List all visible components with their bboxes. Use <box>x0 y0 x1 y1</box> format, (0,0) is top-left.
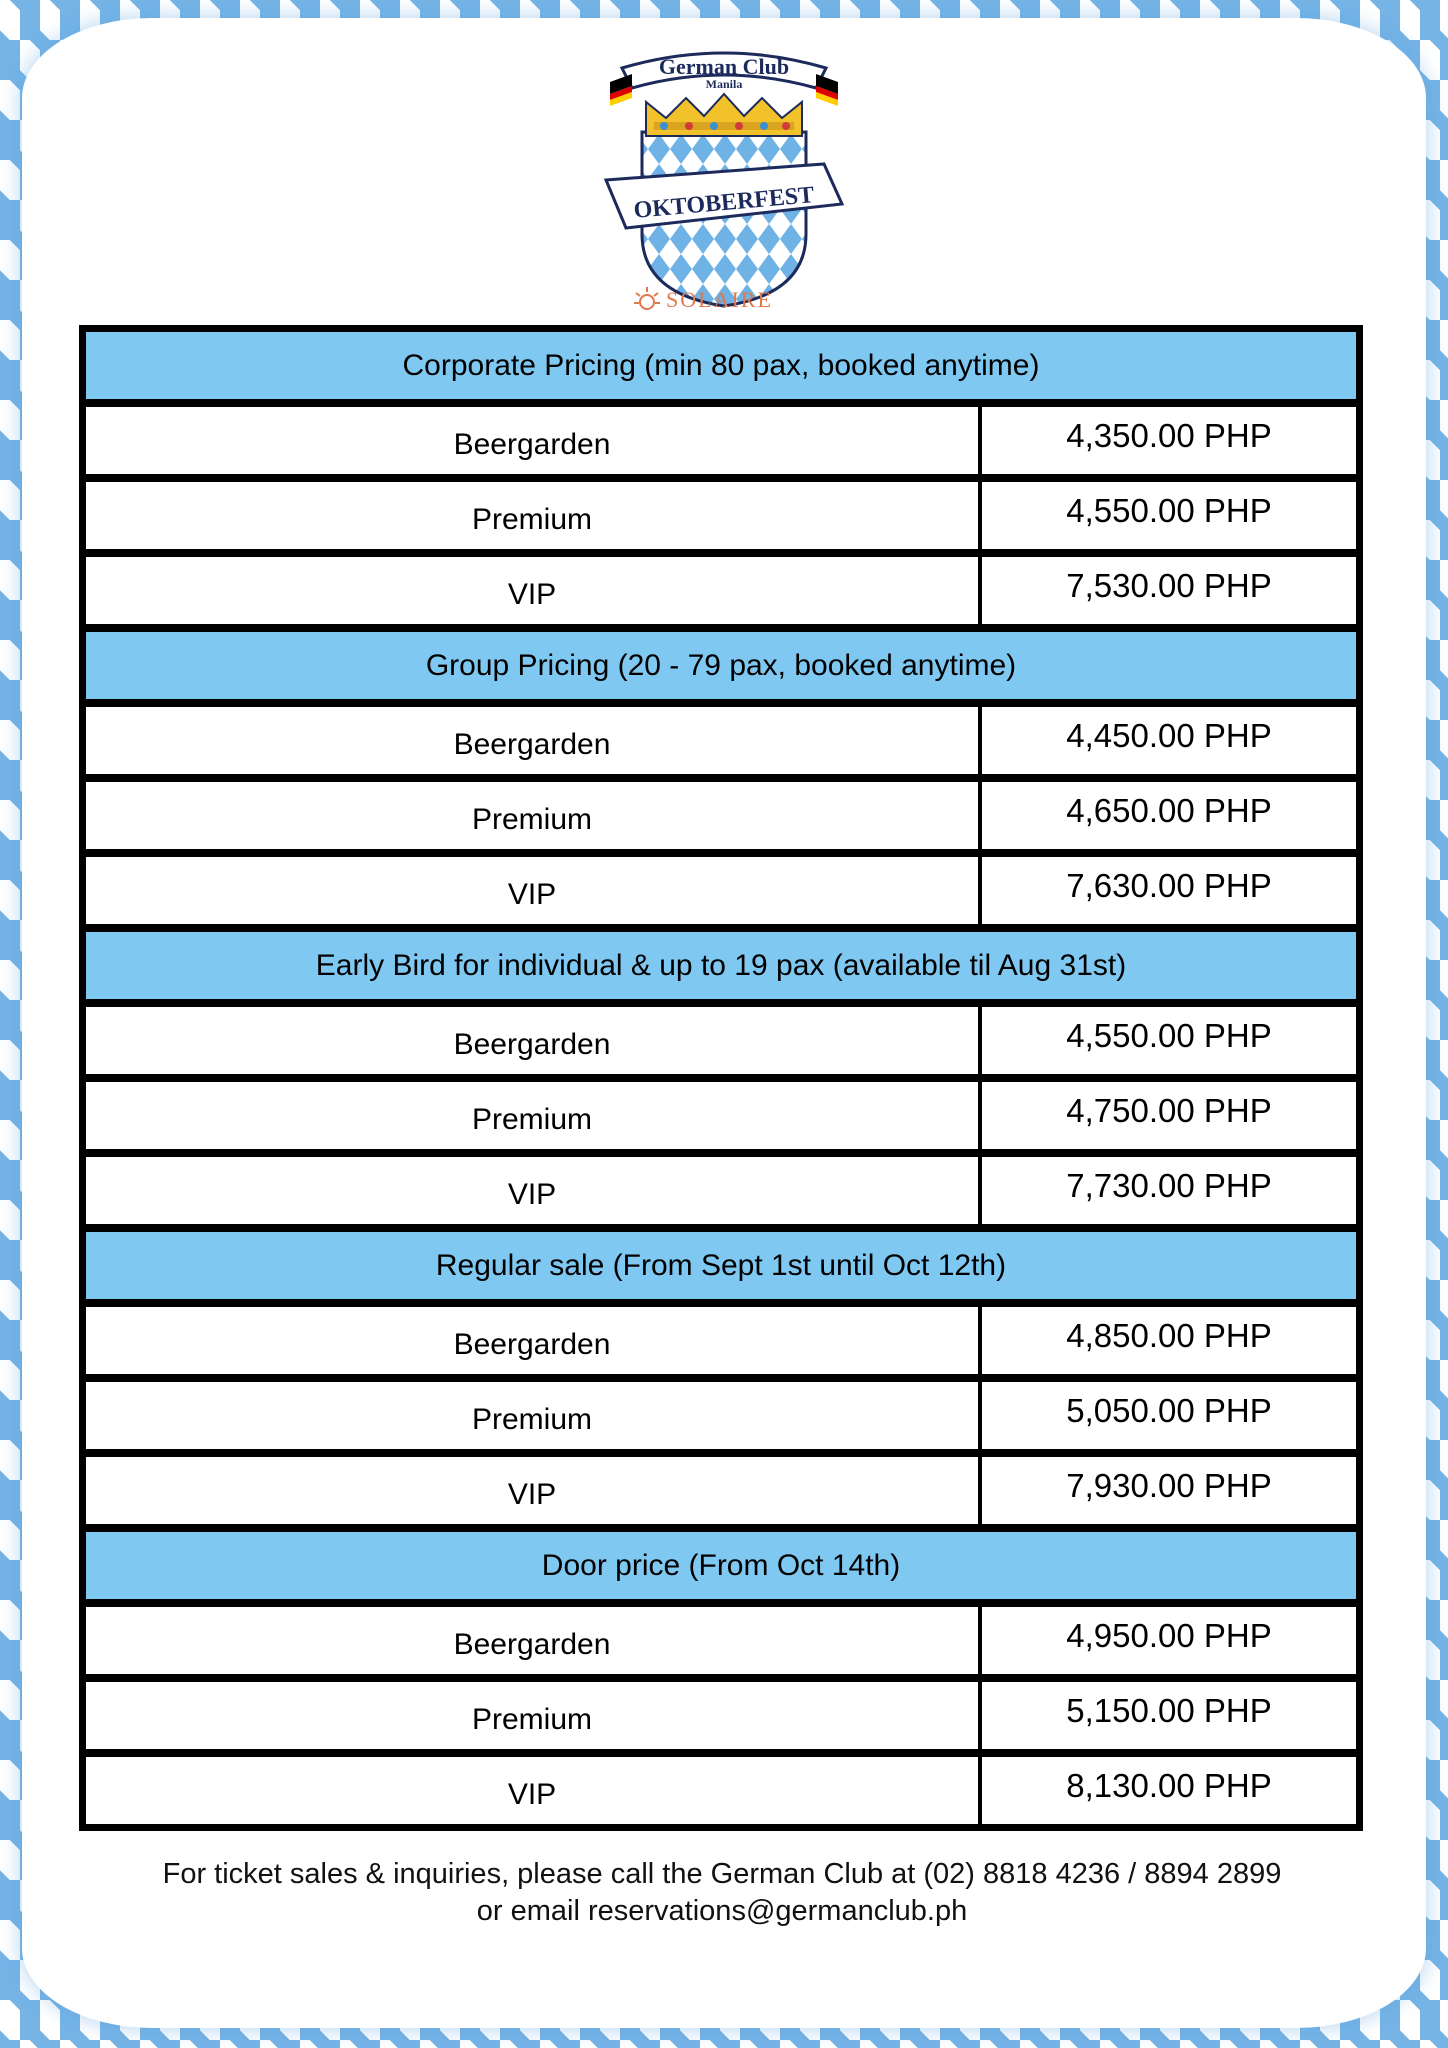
tier-price: 4,450.00 PHP <box>982 707 1356 774</box>
tier-name: Premium <box>86 482 978 549</box>
crown-icon <box>646 94 802 136</box>
section-header-group: Group Pricing (20 - 79 pax, booked anytime) <box>86 632 1356 699</box>
tier-price: 4,550.00 PHP <box>982 482 1356 549</box>
table-row <box>86 1382 1356 1449</box>
pricing-table <box>79 325 1363 1831</box>
logo-event-name: OKTOBERFEST <box>632 182 816 224</box>
tier-name: VIP <box>86 857 978 924</box>
tier-price: 7,530.00 PHP <box>982 557 1356 624</box>
tier-price: 4,750.00 PHP <box>982 1082 1356 1149</box>
footer-line-email: or email reservations@germanclub.ph <box>476 1895 968 1927</box>
table-row <box>86 1157 1356 1224</box>
tier-price: 8,130.00 PHP <box>982 1757 1356 1824</box>
section-header-corporate: Corporate Pricing (min 80 pax, booked anytime) <box>86 332 1356 399</box>
sponsor-name: SOLAIRE <box>666 287 773 312</box>
table-row <box>86 707 1356 774</box>
tier-price: 5,050.00 PHP <box>982 1382 1356 1449</box>
section-header-door-price: Door price (From Oct 14th) <box>86 1532 1356 1599</box>
tier-name: Beergarden <box>86 1007 978 1074</box>
tier-name: VIP <box>86 1457 978 1524</box>
table-row <box>86 1757 1356 1824</box>
table-row <box>86 1307 1356 1374</box>
tier-price: 7,630.00 PHP <box>982 857 1356 924</box>
tier-name: VIP <box>86 557 978 624</box>
sponsor-logo <box>632 284 792 316</box>
table-row <box>86 1682 1356 1749</box>
tier-price: 4,650.00 PHP <box>982 782 1356 849</box>
table-row <box>86 482 1356 549</box>
german-club-oktoberfest-logo <box>604 44 844 314</box>
table-row <box>86 1457 1356 1524</box>
table-row <box>86 857 1356 924</box>
table-row <box>86 1007 1356 1074</box>
tier-name: Premium <box>86 782 978 849</box>
footer-contact <box>80 1856 1364 1930</box>
tier-name: Beergarden <box>86 407 978 474</box>
tier-price: 5,150.00 PHP <box>982 1682 1356 1749</box>
sun-icon <box>632 285 662 315</box>
tier-price: 4,950.00 PHP <box>982 1607 1356 1674</box>
tier-price: 4,550.00 PHP <box>982 1007 1356 1074</box>
tier-name: Premium <box>86 1682 978 1749</box>
tier-name: Beergarden <box>86 1607 978 1674</box>
table-row <box>86 782 1356 849</box>
tier-price: 7,730.00 PHP <box>982 1157 1356 1224</box>
tier-name: Premium <box>86 1082 978 1149</box>
tier-price: 4,350.00 PHP <box>982 407 1356 474</box>
tier-price: 4,850.00 PHP <box>982 1307 1356 1374</box>
logo-club-name: German Club <box>658 54 790 79</box>
tier-name: VIP <box>86 1757 978 1824</box>
table-row <box>86 557 1356 624</box>
footer-line-phone: For ticket sales & inquiries, please call the German Club at (02) 8818 4236 / 8894 2899 <box>162 1858 1282 1890</box>
tier-price: 7,930.00 PHP <box>982 1457 1356 1524</box>
section-header-early-bird: Early Bird for individual & up to 19 pax (available til Aug 31st) <box>86 932 1356 999</box>
logo-city: Manila <box>705 77 743 91</box>
table-row <box>86 407 1356 474</box>
tier-name: Beergarden <box>86 707 978 774</box>
tier-name: Premium <box>86 1382 978 1449</box>
table-row <box>86 1607 1356 1674</box>
section-header-regular-sale: Regular sale (From Sept 1st until Oct 12th) <box>86 1232 1356 1299</box>
tier-name: Beergarden <box>86 1307 978 1374</box>
table-row <box>86 1082 1356 1149</box>
tier-name: VIP <box>86 1157 978 1224</box>
